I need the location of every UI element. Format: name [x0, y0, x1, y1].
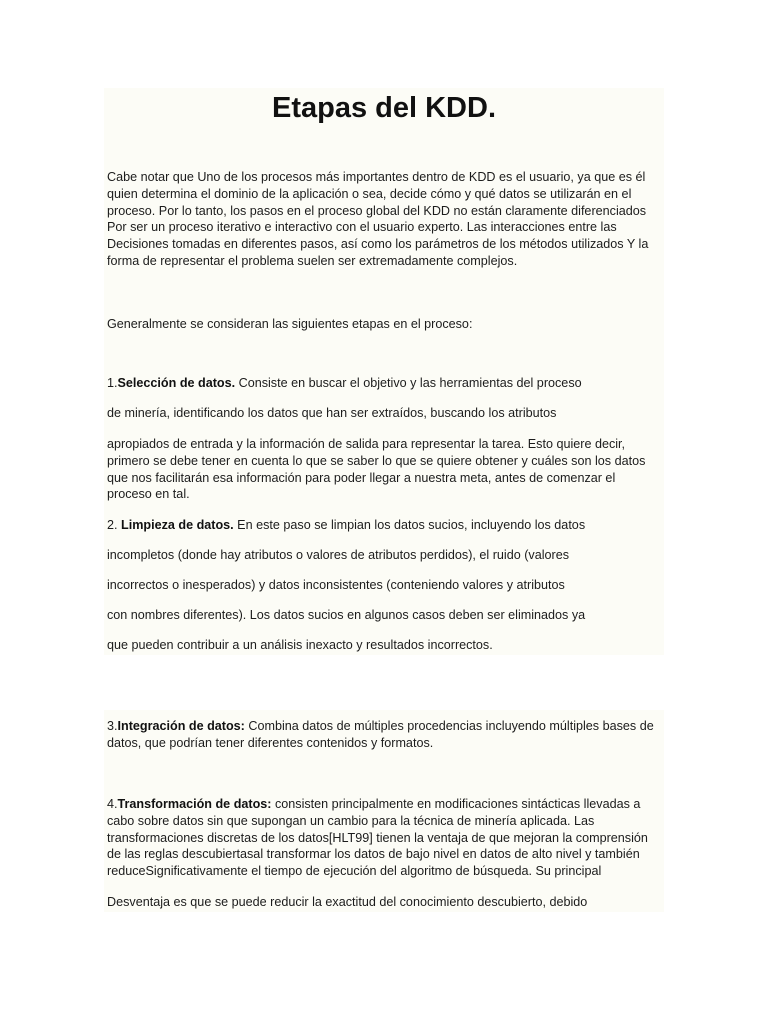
step-3-paragraph: 3.Integración de datos: Combina datos de múltiples procedencias incluyendo múltiples bases de datos, que podrían tener diferentes contenidos y formatos. [107, 719, 654, 750]
intro-paragraph: Cabe notar que Uno de los procesos más importantes dentro de KDD es el usuario, ya que es él quien determina el dominio de la aplicación o sea, decide cómo y qué datos se utilizarán en el proceso. Por lo tanto, los pasos en el proceso global del KDD no están claramente diferenciados Por ser un proceso iterativo e interactivo con el usuario experto. Las interacciones entre las Decisiones tomadas en diferentes pasos, así como los parámetros de los métodos utilizados Y la forma de representar el problema suelen ser extremadamente complejos. [107, 170, 649, 268]
step-3-term: Integración de datos: [117, 719, 245, 733]
step-1-line-2: de minería, identificando los datos que han ser extraídos, buscando los atributos [107, 406, 557, 420]
step-2-term: Limpieza de datos. [121, 518, 234, 532]
document-title: Etapas del KDD. [272, 92, 496, 124]
step-1-line-1: 1.Selección de datos. Consiste en buscar el objetivo y las herramientas del proceso [107, 376, 582, 390]
step-2-line-2: incompletos (donde hay atributos o valores de atributos perdidos), el ruido (valores [107, 548, 570, 562]
step-4-continuation: Desventaja es que se puede reducir la exactitud del conocimiento descubierto, debido [107, 895, 588, 909]
step-1-term: Selección de datos. [117, 376, 236, 390]
step-2-line-5: que pueden contribuir a un análisis inexacto y resultados incorrectos. [107, 638, 493, 652]
step-2-line-4: con nombres diferentes). Los datos sucios en algunos casos deben ser eliminados ya [107, 608, 586, 622]
step-1-line-3: apropiados de entrada y la información de salida para representar la tarea. Esto quiere decir, primero se debe tener en cuenta lo que se saber lo que se quiere obtener y cuáles son los datos que nos facilitarán esa información para poder llegar a nuestra meta, antes de comenzar el proceso en tal. [107, 437, 646, 502]
lead-paragraph: Generalmente se consideran las siguientes etapas en el proceso: [107, 317, 473, 331]
step-4-term: Transformación de datos: [117, 797, 272, 811]
step-2-line-1: 2. Limpieza de datos. En este paso se limpian los datos sucios, incluyendo los datos [107, 518, 586, 532]
step-2-line-3: incorrectos o inesperados) y datos inconsistentes (conteniendo valores y atributos [107, 578, 565, 592]
step-4-paragraph: 4.Transformación de datos: consisten principalmente en modificaciones sintácticas llevadas a cabo sobre datos sin que supongan un cambio para la técnica de minería aplicada. Las transformaciones discretas de los datos[HLT99] tienen la ventaja de que mejoran la comprensión de las reglas descubiertasal transformar los datos de bajo nivel en datos de alto nivel y también reduceSignificativamente el tiempo de ejecución del algoritmo de búsqueda. Su principal [107, 797, 648, 879]
